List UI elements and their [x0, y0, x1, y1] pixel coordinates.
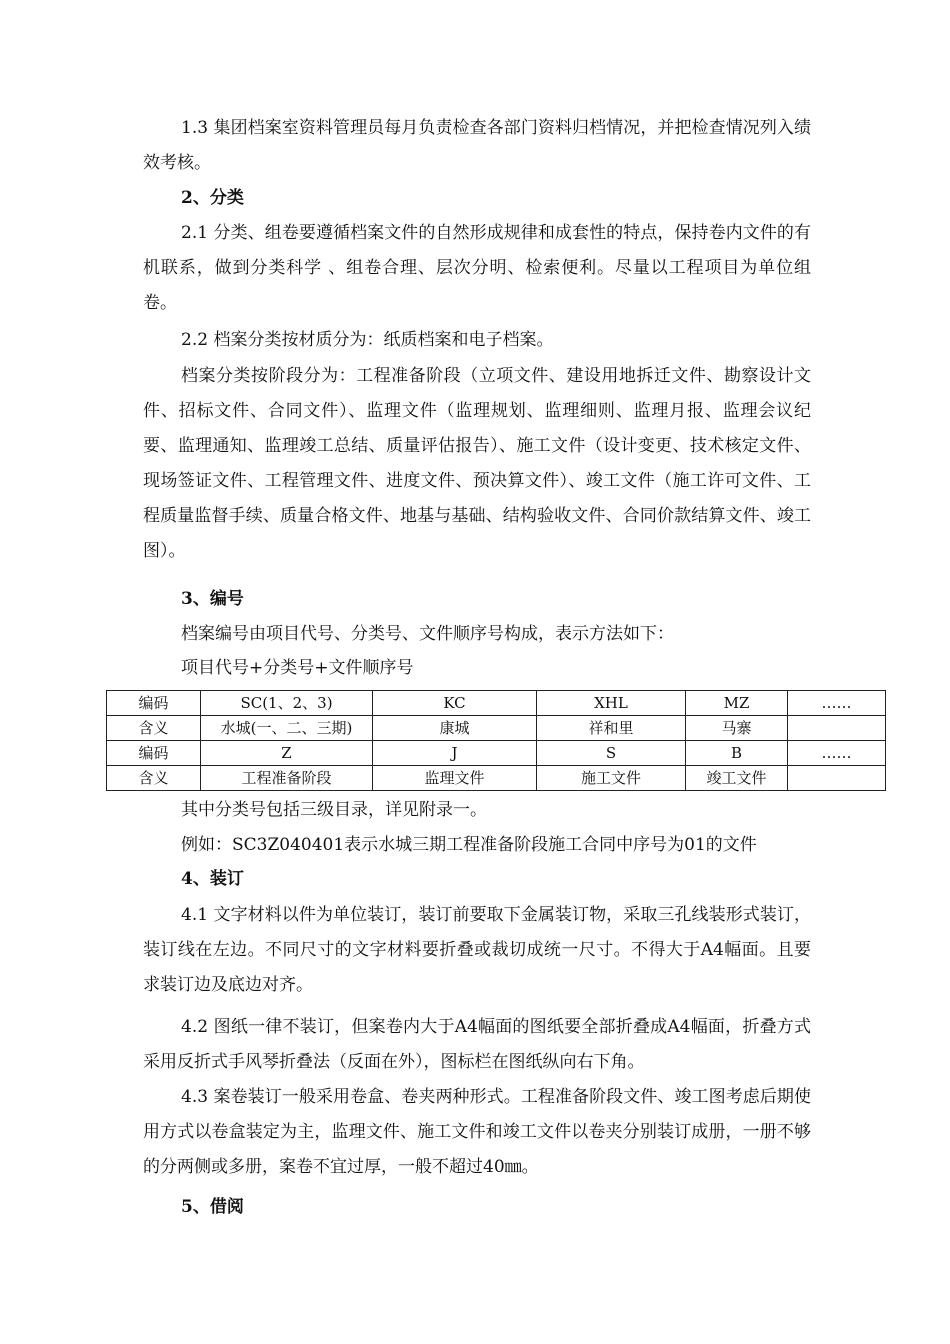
paragraph-example: 例如：SC3Z040401表示水城三期工程准备阶段施工合同中序号为01的文件: [181, 835, 757, 855]
table-cell: [788, 716, 886, 741]
heading-classification: 2、分类: [181, 188, 244, 208]
paragraph-subcategory: 其中分类号包括三级目录，详见附录一。: [181, 800, 487, 820]
table-row: [107, 766, 886, 791]
table-cell: 编码: [107, 691, 201, 716]
heading-borrowing: 5、借阅: [181, 1197, 244, 1217]
table-cell: [788, 766, 886, 791]
table-cell: 竣工文件: [686, 766, 788, 791]
table-cell: 康城: [373, 716, 537, 741]
table-cell: J: [373, 741, 537, 766]
heading-numbering: 3、编号: [181, 589, 244, 609]
table-cell: 编码: [107, 741, 201, 766]
paragraph-4-2: 4.2 图纸一律不装订，但案卷内大于A4幅面的图纸要全部折叠成A4幅面，折叠方式采用反折式手风琴折叠法（反面在外），图标栏在图纸纵向右下角。: [143, 1017, 811, 1072]
table-cell: S: [537, 741, 686, 766]
table-cell: XHL: [537, 691, 686, 716]
paragraph-4-3: 4.3 案卷装订一般采用卷盒、卷夹两种形式。工程准备阶段文件、竣工图考虑后期使用方式以卷盒装定为主，监理文件、施工文件和竣工文件以卷夹分别装订成册，一册不够的分两侧或多册，案卷不宜过厚，一般不超过40㎜。: [143, 1087, 811, 1177]
table-cell: SC(1、2、3): [201, 691, 373, 716]
table-cell: B: [686, 741, 788, 766]
paragraph-2-2: 2.2 档案分类按材质分为：纸质档案和电子档案。: [181, 330, 554, 350]
table-cell: 含义: [107, 766, 201, 791]
paragraph-numbering: 档案编号由项目代号、分类号、文件顺序号构成，表示方法如下：: [181, 624, 674, 644]
table-cell: 监理文件: [373, 766, 537, 791]
paragraph-2-1: 2.1 分类、组卷要遵循档案文件的自然形成规律和成套性的特点，保持卷内文件的有机联系，做到分类科学 、组卷合理、层次分明、检索便利。尽量以工程项目为单位组卷。: [143, 223, 811, 313]
table-cell: Z: [201, 741, 373, 766]
table-row: [107, 691, 886, 716]
table-row: [107, 716, 886, 741]
table-cell: 工程准备阶段: [201, 766, 373, 791]
code-table: [106, 690, 886, 791]
table-cell: 水城(一、二、三期): [201, 716, 373, 741]
table-cell: KC: [373, 691, 537, 716]
table-cell: 含义: [107, 716, 201, 741]
table-row: [107, 741, 886, 766]
table-cell: ……: [788, 691, 886, 716]
table-cell: 祥和里: [537, 716, 686, 741]
heading-binding: 4、装订: [181, 869, 244, 889]
table-cell: 马寨: [686, 716, 788, 741]
paragraph-1-3: 1.3 集团档案室资料管理员每月负责检查各部门资料归档情况，并把检查情况列入绩效考核。: [143, 118, 811, 173]
table-cell: 施工文件: [537, 766, 686, 791]
paragraph-formula: 项目代号+分类号+文件顺序号: [181, 658, 414, 678]
table-cell: ……: [788, 741, 886, 766]
paragraph-stage-classification: 档案分类按阶段分为：工程准备阶段（立项文件、建设用地拆迁文件、勘察设计文件、招标文件、合同文件）、监理文件（监理规划、监理细则、监理月报、监理会议纪要、监理通知、监理竣工总结、质量评估报告）、施工文件（设计变更、技术核定文件、现场签证文件、工程管理文件、进度文件、预决算文件）、竣工文件（施工许可文件、工程质量监督手续、质量合格文件、地基与基础、结构验收文件、合同价款结算文件、竣工图）。: [143, 366, 811, 561]
paragraph-4-1: 4.1 文字材料以件为单位装订，装订前要取下金属装订物，采取三孔线装形式装订，装订线在左边。不同尺寸的文字材料要折叠或裁切成统一尺寸。不得大于A4幅面。且要求装订边及底边对齐。: [143, 905, 811, 995]
table-cell: MZ: [686, 691, 788, 716]
